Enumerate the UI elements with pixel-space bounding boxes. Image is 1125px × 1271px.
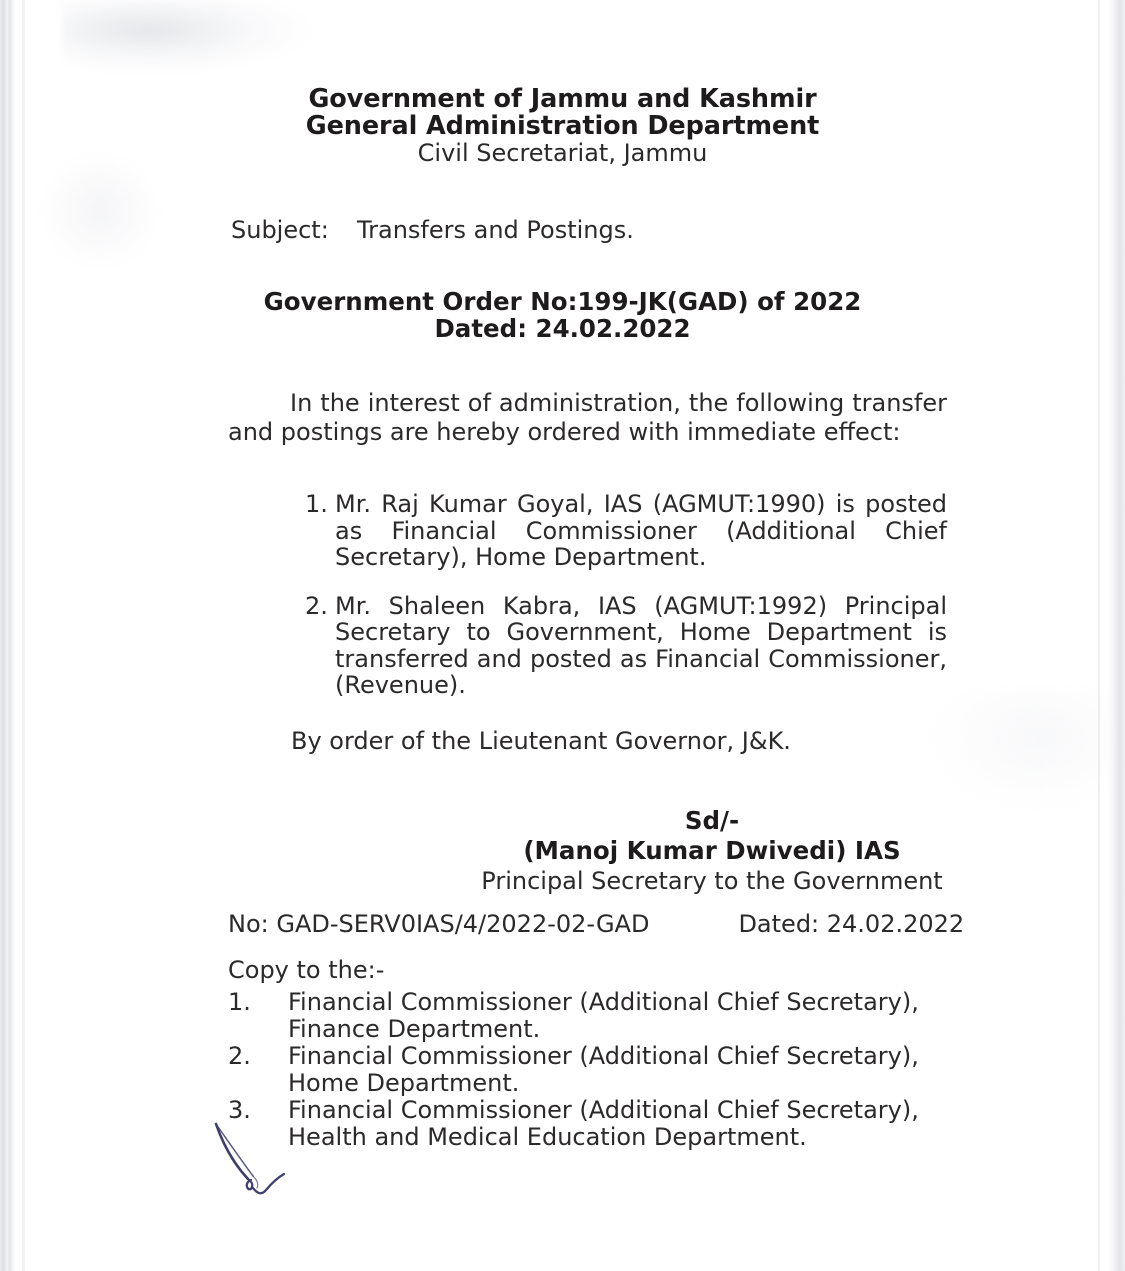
subject-line xyxy=(231,216,634,244)
list-item xyxy=(305,491,947,571)
list-item xyxy=(228,989,958,1042)
list-item-number: 1. xyxy=(305,490,328,518)
list-item-number: 2. xyxy=(228,1042,251,1070)
list-item-text: Financial Commissioner (Additional Chief Secretary), Finance Department. xyxy=(288,988,919,1043)
signatory-designation: Principal Secretary to the Government xyxy=(481,867,943,895)
reference-number: No: GAD-SERV0IAS/4/2022-02-GAD xyxy=(228,910,650,938)
issuing-office-location: Civil Secretariat, Jammu xyxy=(417,139,708,167)
by-order-line: By order of the Lieutenant Governor, J&K. xyxy=(291,727,791,755)
list-item xyxy=(228,1043,958,1096)
list-item-number: 1. xyxy=(228,988,251,1016)
list-item-text: Financial Commissioner (Additional Chief Secretary), Health and Medical Education Department. xyxy=(288,1096,919,1151)
order-date: Dated: 24.02.2022 xyxy=(434,314,691,343)
list-item-number: 3. xyxy=(228,1096,251,1124)
list-item-text: Financial Commissioner (Additional Chief Secretary), Home Department. xyxy=(288,1042,919,1097)
issuing-department-title: General Administration Department xyxy=(305,111,820,141)
ordered-postings-list xyxy=(305,491,947,699)
subject-value: Transfers and Postings. xyxy=(357,216,634,244)
list-item-text: Mr. Shaleen Kabra, IAS (AGMUT:1992) Principal Secretary to Government, Home Department is transferred and posted as Financial Commissioner, (Revenue). xyxy=(335,591,947,699)
intro-paragraph: In the interest of administration, the following transfer and postings are hereby ordered with immediate effect: xyxy=(228,389,947,446)
subject-label: Subject: xyxy=(231,216,329,244)
list-item-text: Mr. Raj Kumar Goyal, IAS (AGMUT:1990) is posted as Financial Commissioner (Additional Chief Secretary), Home Department. xyxy=(335,490,947,571)
signatory-name: (Manoj Kumar Dwivedi) IAS xyxy=(523,836,901,865)
signature-sd: Sd/- xyxy=(684,806,740,835)
issuing-government-title: Government of Jammu and Kashmir xyxy=(308,84,817,114)
reference-date: Dated: 24.02.2022 xyxy=(738,910,965,938)
handwritten-signature-mark xyxy=(199,1118,309,1223)
copy-to-heading: Copy to the:- xyxy=(228,956,385,984)
list-item xyxy=(305,593,947,699)
list-item xyxy=(228,1097,958,1150)
order-number: Government Order No:199-JK(GAD) of 2022 xyxy=(263,287,862,316)
signature-block xyxy=(477,806,947,896)
list-item-number: 2. xyxy=(305,591,328,620)
copy-to-list xyxy=(228,989,958,1151)
reference-line xyxy=(228,910,965,938)
